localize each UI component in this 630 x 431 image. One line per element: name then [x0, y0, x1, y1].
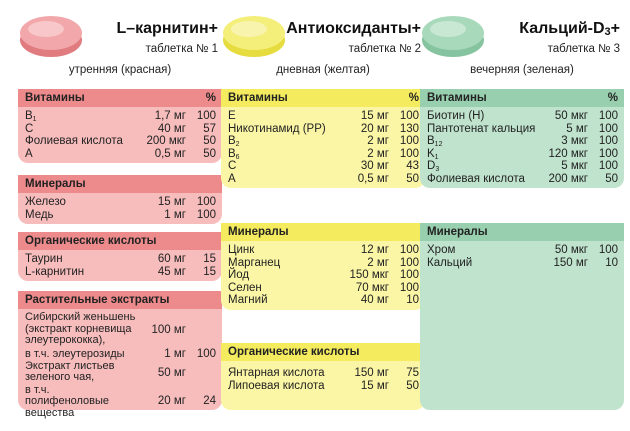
- table-row: Липоевая кислота 15 мг 50: [228, 379, 419, 392]
- table-row: Медь 1 мг 100: [25, 208, 216, 221]
- section-header: Витамины: [427, 92, 487, 104]
- tablet-2-header: [221, 10, 425, 62]
- tablet-3-time: вечерняя (зеленая): [470, 64, 574, 76]
- section-header: Органические кислоты: [18, 232, 222, 250]
- table-row: Кальций 150 мг 10: [427, 256, 618, 269]
- column-tablet-3: [420, 0, 624, 431]
- table-row: Хром 50 мкг 100: [427, 244, 618, 256]
- tablet-2-time: дневная (желтая): [276, 64, 370, 76]
- percent-header: %: [205, 92, 216, 104]
- table-row: C 40 мг 57: [25, 122, 216, 135]
- table-row: $B_1$ 1,7 мг 100: [25, 110, 216, 123]
- table-row: Железо 15 мг 100: [25, 196, 216, 208]
- column-tablet-2: [221, 0, 425, 431]
- table-row: $B_{12}$ 3 мкг 100: [427, 135, 618, 148]
- section-header: Витамины: [25, 92, 85, 104]
- tablet-2-title: Антиоксиданты+: [286, 20, 421, 37]
- section-header: Минералы: [221, 223, 425, 241]
- percent-header: %: [408, 92, 419, 104]
- table-row: Цинк 12 мг 100: [228, 244, 419, 256]
- tablet-1-title: L–карнитин+: [116, 20, 218, 37]
- acids-box-1: [18, 232, 222, 281]
- vitamins-box-2: [221, 89, 425, 188]
- table-row: $B_6$ 2 мг 100: [228, 147, 419, 161]
- table-row: $B_2$ 2 мг 100: [228, 135, 419, 148]
- table-row: Магний 40 мг 10: [228, 294, 419, 306]
- table-row: Фолиевая кислота 200 мкг 50: [427, 172, 618, 185]
- table-row: $D_3$ 5 мкг 100: [427, 160, 618, 173]
- percent-header: %: [607, 92, 618, 104]
- section-header: Растительные экстракты: [18, 291, 222, 309]
- table-row: C 30 мг 43: [228, 160, 419, 172]
- table-row: Йод 150 мкг 100: [228, 269, 419, 281]
- tablet-2-subtitle: таблетка № 2: [348, 43, 421, 55]
- minerals-box-3: [420, 223, 624, 410]
- table-row: в т.ч. полифеноловые вещества 20 мг 24: [25, 383, 216, 419]
- table-row: Янтарная кислота 150 мг 75: [228, 367, 419, 379]
- table-row: Селен 70 мкг 100: [228, 281, 419, 294]
- column-tablet-1: [18, 0, 222, 431]
- section-header: Минералы: [420, 223, 624, 241]
- tablet-1-subtitle: таблетка № 1: [145, 43, 218, 55]
- table-row: Биотин (H) 50 мкг 100: [427, 110, 618, 122]
- table-row: $K_1$ 120 мкг 100: [427, 147, 618, 161]
- table-row: Никотинамид (PP) 20 мг 130: [228, 122, 419, 135]
- tablet-1-time: утренняя (красная): [68, 64, 172, 76]
- table-row: L-карнитин 45 мг 15: [25, 265, 216, 278]
- acids-box-2: [221, 343, 425, 410]
- table-row: Марганец 2 мг 100: [228, 256, 419, 269]
- tablet-1-header: [18, 10, 222, 62]
- table-row: A 0,5 мг 50: [228, 172, 419, 185]
- table-row: Экстракт листьев зеленого чая, 50 мг: [25, 359, 186, 383]
- table-row: Таурин 60 мг 15: [25, 253, 216, 265]
- section-header: Органические кислоты: [221, 343, 425, 361]
- section-header: Минералы: [18, 175, 222, 193]
- table-row: A 0,5 мг 50: [25, 147, 216, 160]
- extracts-box-1: [18, 291, 222, 419]
- section-header: Витамины: [228, 92, 288, 104]
- tablet-3-title: Кальций-$D_3+$: [519, 20, 620, 38]
- table-row: E 15 мг 100: [228, 110, 419, 122]
- vitamins-box-1: [18, 89, 222, 163]
- table-row: Фолиевая кислота 200 мкг 50: [25, 135, 216, 147]
- table-row: Пантотенат кальция 5 мг 100: [427, 122, 618, 135]
- vitamins-box-3: [420, 89, 624, 188]
- tablet-3-subtitle: таблетка № 3: [547, 43, 620, 55]
- table-row: в т.ч. элеутерозиды 1 мг 100: [25, 348, 216, 360]
- tablet-3-header: [420, 10, 624, 62]
- minerals-box-1: [18, 175, 222, 224]
- table-row: Сибирский женьшень (экстракт корневища элеутерококка), 100 мг: [25, 311, 186, 346]
- minerals-box-2: [221, 223, 425, 310]
